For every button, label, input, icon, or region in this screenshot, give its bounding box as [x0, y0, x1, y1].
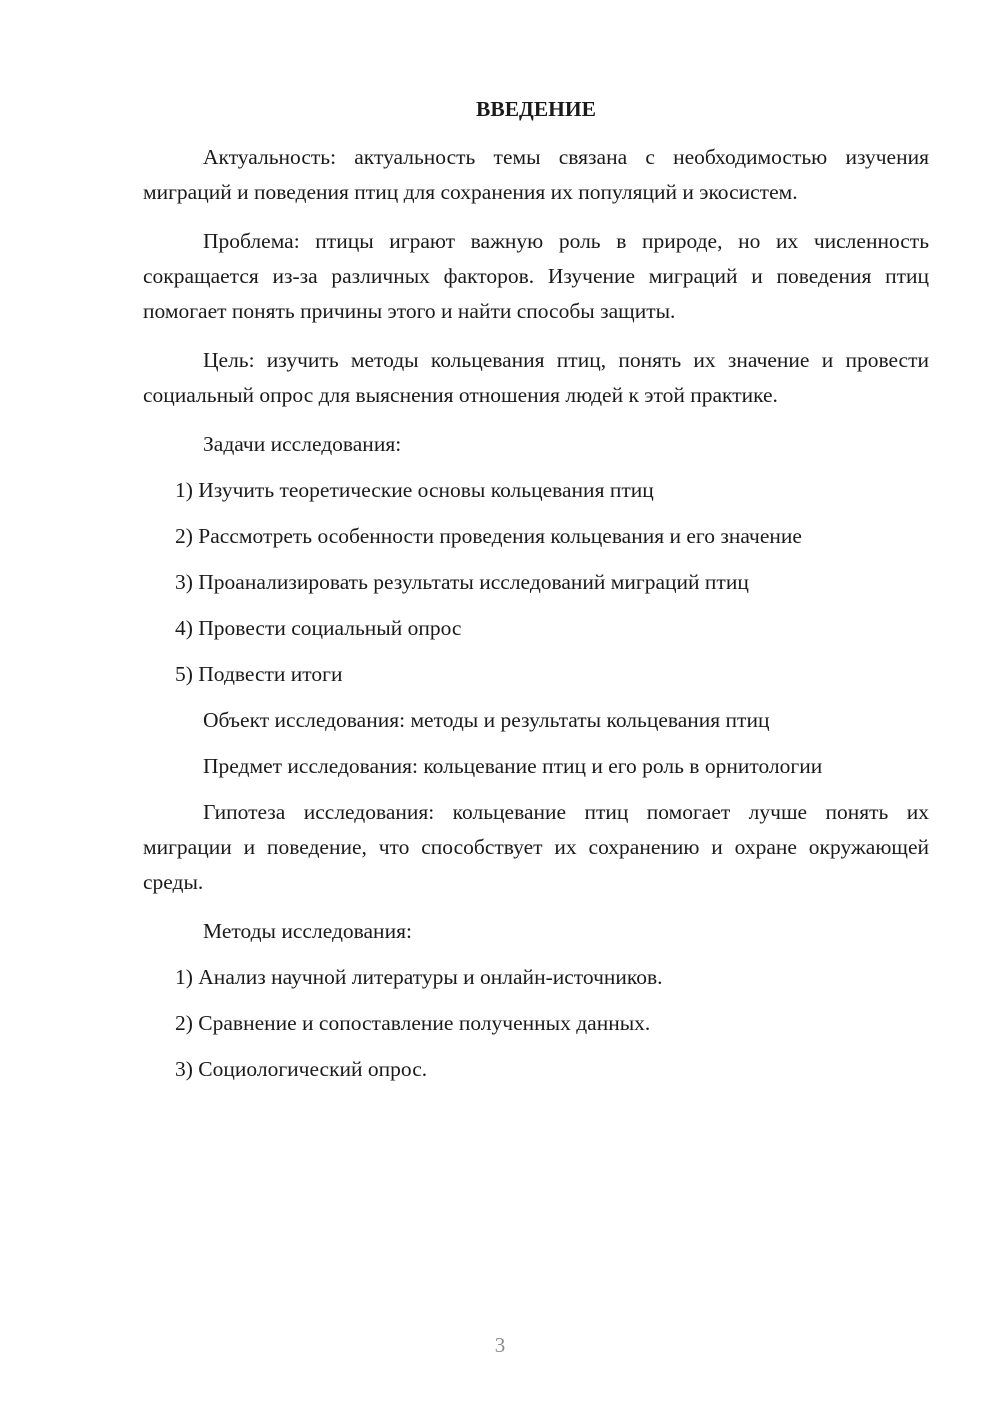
task-item: 3) Проанализировать результаты исследований миграций птиц	[175, 570, 749, 594]
page-number: 3	[494, 1333, 506, 1357]
methods-label: Методы исследования:	[203, 919, 412, 943]
task-item: 2) Рассмотреть особенности проведения кольцевания и его значение	[175, 524, 802, 548]
task-item: 1) Изучить теоретические основы кольцевания птиц	[175, 478, 654, 502]
section-heading: ВВЕДЕНИЕ	[476, 97, 596, 121]
method-item: 3) Социологический опрос.	[175, 1057, 428, 1081]
problem-paragraph: Проблема: птицы играют важную роль в природе, но их численность сокращается из-за различных факторов. Изучение миграций и поведения птиц помогает понять причины этого и найти способы защиты.	[143, 229, 929, 323]
method-item: 1) Анализ научной литературы и онлайн-источников.	[175, 965, 663, 989]
document-page	[143, 92, 929, 1098]
tasks-label: Задачи исследования:	[203, 432, 402, 456]
task-item: 5) Подвести итоги	[175, 662, 343, 686]
object-line: Объект исследования: методы и результаты кольцевания птиц	[203, 708, 770, 732]
hypothesis-paragraph: Гипотеза исследования: кольцевание птиц помогает лучше понять их миграции и поведение, что способствует их сохранению и охране окружающей среды.	[143, 800, 929, 894]
subject-line: Предмет исследования: кольцевание птиц и его роль в орнитологии	[203, 754, 823, 778]
relevance-paragraph: Актуальность: актуальность темы связана с необходимостью изучения миграций и поведения птиц для сохранения их популяций и экосистем.	[143, 145, 929, 204]
task-item: 4) Провести социальный опрос	[175, 616, 462, 640]
goal-paragraph: Цель: изучить методы кольцевания птиц, понять их значение и провести социальный опрос для выяснения отношения людей к этой практике.	[143, 348, 929, 407]
method-item: 2) Сравнение и сопоставление полученных данных.	[175, 1011, 651, 1035]
